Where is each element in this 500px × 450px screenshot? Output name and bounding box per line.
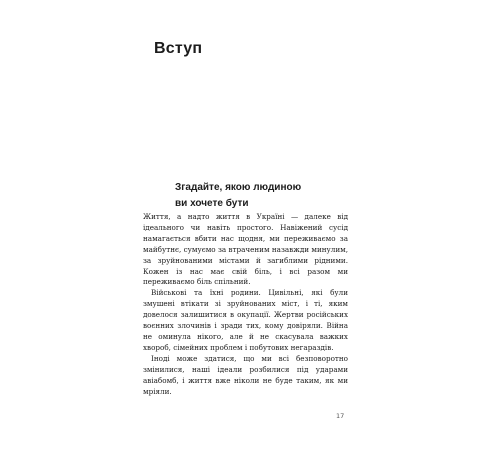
body-text: [143, 212, 348, 397]
page-number: 17: [336, 412, 345, 420]
epigraph-line-2: ви хочете бути: [175, 198, 249, 209]
paragraph-3: Іноді може здатися, що ми всі безповоротно змінилися, наші ідеали розбилися під ударами авіабомб, і життя вже ніколи не буде таким, як ми мріяли.: [143, 353, 348, 396]
epigraph-line-1: Згадайте, якою людиною: [175, 182, 302, 193]
epigraph: [175, 180, 301, 212]
paragraph-1: Життя, а надто життя в Україні — далеке від ідеального чи навіть простого. Навіжений сусід намагається вбити нас щодня, ми переживаємо за майбутнє, сумуємо за втраченим назавжди минулим, за зруйнованими містами й загиблими рідними. Кожен із нас має свій біль, і всі разом ми переживаємо біль спільний.: [143, 212, 348, 287]
chapter-title: Вступ: [154, 40, 203, 57]
paragraph-2: Військові та їхні родини. Цивільні, які були змушені втікати зі зруйнованих міст, і ті, яким довелося залишитися в окупації. Жертви російських воєнних злочинів і зради тих, кому довіряли. Війна не оминула нікого, але й не скасувала важких хвороб, сімейних проблем і побутових негараздів.: [143, 288, 348, 352]
